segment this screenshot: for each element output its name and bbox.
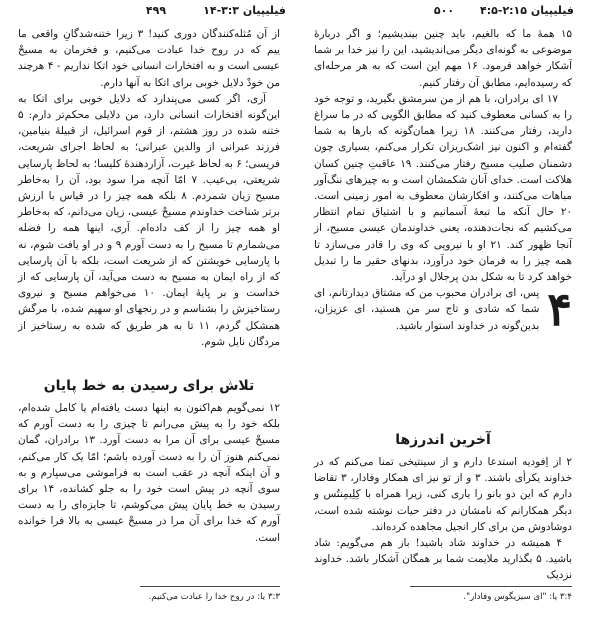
- text-block-bottom: [314, 454, 572, 584]
- paragraph: ۱۲ نمی‌گویم هم‌اکنون به اینها دست یافته‌ام یا کامل شده‌ام، بلکه خود را به پیش می‌رانم تا چیزی را به دست آورم که مسیحْ عیسی برای آن مرا به دست آورد. ۱۳ برادران، گمان نمی‌کنم هنوز آن را به دست آورده باشم؛ امّا یک کار می‌کنم، و آن اینکه آنچه در عقب است به فراموشی می‌سپارم و به سوی آنچه در پیش است خود را به جلو کشانده، ۱۴ برای رسیدن به خط پایان پیش می‌کوشم، تا جایزه‌ای را به دست آورم که خدا برای آن مرا در مسیحْ عیسی به بالا فرا خوانده است.: [18, 402, 280, 544]
- book-reference: فیلیپیان ۳:۳-۱۴: [203, 4, 286, 17]
- paragraph: ۴ همیشه در خداوند شاد باشید! باز هم می‌گویم: شاد باشید. ۵ بگذارید ملایمت شما بر همگان آشکار باشد. خداوند نزدیک: [314, 537, 572, 582]
- paragraph: ۱۷ ای برادران، با هم از من سرمشق بگیرید، و توجه خود را به کسانی معطوف کنید که مطابق الگویی که در ما سراغ دارید، رفتار می‌کنند. ۱۸ زیرا همان‌گونه که بارها به شما گفته‌ام و اکنون نیز اشک‌ریزان تکرار می‌کنم، بسیاری چون دشمنان صلیب مسیح رفتار می‌کنند. ۱۹ عاقبتِ چنین کسان هلاکت است. خدای آنان شکمشان است و به چیزهای ننگ‌آور مباهات می‌کنند، و افکارشان معطوف به امور زمینی است. ۲۰ حال آنکه ما تبعۀ آسمانیم و با اشتیاق تمام انتظار می‌کشیم که نجات‌دهنده، یعنی خداوندمان عیسی مسیح، از آنجا ظهور کند. ۲۱ او با نیرویی که وی را قادر می‌سازد تا همه چیز را به فرمان خود درآورد، بدنهای حقیر ما را تبدیل خواهد کرد تا به شکل بدن پرجلال او درآید.: [314, 92, 572, 284]
- page-header: [26, 4, 286, 20]
- footnote-divider: [140, 586, 280, 587]
- page-number: ۴۹۹: [145, 4, 167, 17]
- paragraph: ۱۵ همۀ ما که بالغیم، باید چنین بیندیشیم؛ و اگر دربارۀ موضوعی به گونه‌ای دیگر می‌اندیشید، این را نیز خدا بر شما آشکار خواهد فرمود. ۱۶ مهم این است که به هر مرحله‌ای که رسیده‌ایم، مطابق آن رفتار کنیم.: [314, 28, 572, 89]
- footnote: ۳:۴ یا: "ای سیزیگوس وفادار".: [463, 592, 572, 602]
- chapter-number: ۴: [547, 282, 572, 337]
- footnote: ۳:۳ یا: در روح خدا را عبادت می‌کنیم.: [148, 592, 280, 602]
- right-page: [300, 0, 600, 626]
- section-heading: تلاش برای رسیدن به خط پایان: [43, 378, 255, 394]
- section-heading: آخرین اندرزها: [395, 432, 491, 448]
- text-block-top: [18, 26, 280, 350]
- text-block-top: [314, 26, 572, 337]
- paragraph: آری، اگر کسی می‌پندارد که دلایل خوبی برای اتکا به این‌گونه افتخارات انسانی دارد، من دلایلی محکم‌تر دارم: ۵ ختنه شده در روز هشتم، از قوم اسرائیل، از قبیلۀ بنیامین، فرزند عبرانی از والدین عبرانی؛ به لحاظ اجرای شریعت، فریسی؛ ۶ به لحاظ غیرت، آزاردهندۀ کلیسا؛ به لحاظ پارسایی شریعتی، بی‌عیب. ۷ امّا آنچه مرا سود بود، آن را به‌خاطر مسیح زیان شمردم. ۸ بلکه همه چیز را در قیاس با ارزش برتر شناخت خداوندم مسیحْ عیسی، زیان می‌دانم، که به‌خاطر او همه چیز را از کف داده‌ام. آری، اینها همه را فضله می‌شمارم تا مسیح را به دست آورم ۹ و در او یافت شوم، نه با پارسایی خویشتن که از شریعت است، بلکه با آن پارسایی که از راه ایمان به مسیح به دست می‌آید، آن پارسایی که از خداست و بر پایۀ ایمان. ۱۰ می‌خواهم مسیح و نیروی رستاخیزش را بشناسم و در رنجهای او سهیم شده، با مرگش همشکل گردم، ۱۱ تا به هر طریق که شده به رستاخیز از مردگان نایل شوم.: [18, 92, 281, 348]
- paragraph-text: پس، ای برادران محبوب من که مشتاق دیدارتانم، ای شما که شادی و تاج سر من هستید، ای عزیزان، بدین‌گونه در خداوند استوار باشید.: [314, 287, 540, 332]
- paragraph: [314, 282, 572, 337]
- book-reference: فیلیپیان ۲:۱۵-۴:۵: [480, 4, 574, 17]
- paragraph: از آن مُثله‌کنندگان دوری کنید! ۳ زیرا ختنه‌شدگانِ واقعی ما ییم که در روح خدا عبادت می‌کنیم، و فخرمان به مسیحْ عیسی است و به افتخارات انسانی خود اتکا نداریم - ۴ هرچند من خودْ دلایل خوبی برای اتکا به آنها دارم.: [18, 28, 281, 89]
- footnote-divider: [410, 586, 572, 587]
- page-number: ۵۰۰: [433, 4, 455, 17]
- page-header: [314, 4, 574, 20]
- text-block-bottom: [18, 400, 280, 546]
- paragraph: ۲ از اِفودیه استدعا دارم و از سینتیخی تمنا می‌کنم که در خداوند یکرأی باشند. ۳ و از تو نیز ای همکار وفادار، ۳ تقاضا دارم که این دو بانو را یاری کنی، زیرا همراه با کِلِیمِنتُس و دیگر همکارانم که نامشان در دفتر حیات نوشته شده است، دوشادوش من برای کار انجیل مجاهده کرده‌اند.: [314, 456, 572, 533]
